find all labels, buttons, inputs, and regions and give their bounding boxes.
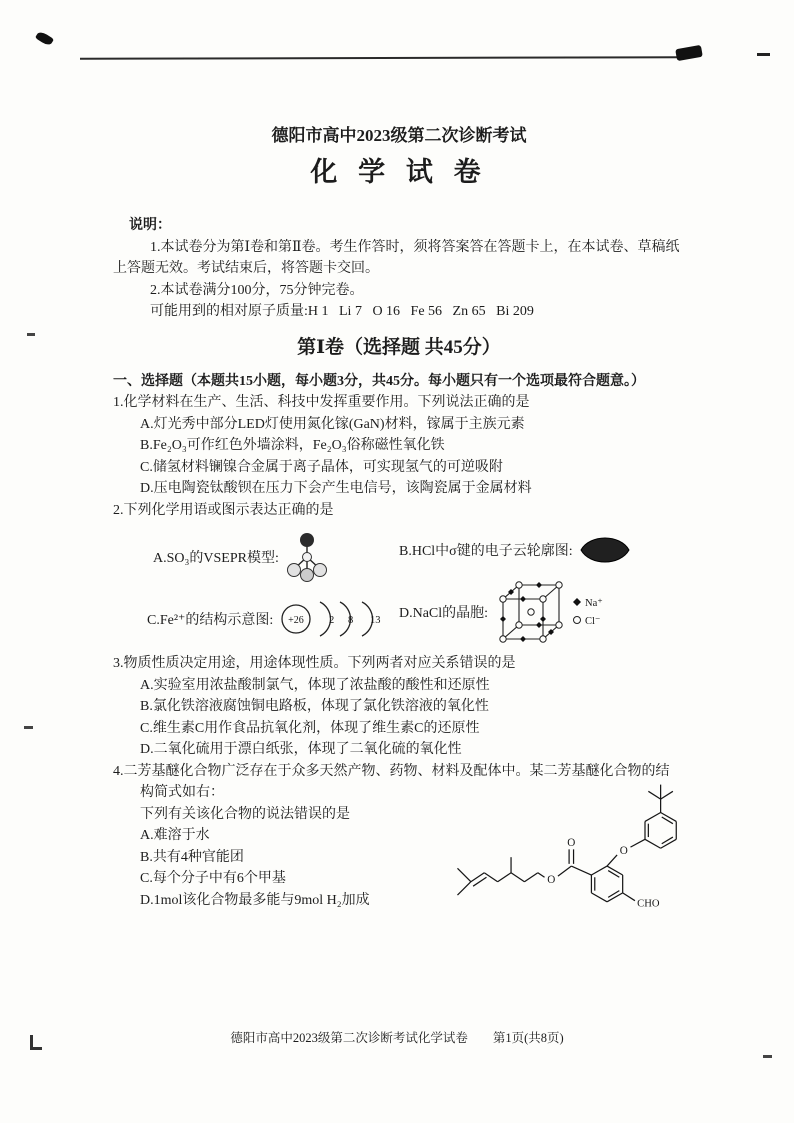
q4-sub-stem: 下列有关该化合物的说法错误的是 <box>140 806 350 822</box>
q4-option-a: A.难溶于水 <box>140 828 210 843</box>
exam-title: 德阳市高中2023级第二次诊断考试 <box>271 126 527 145</box>
page-footer: 德阳市高中2023级第二次诊断考试化学试卷 第1页(共8页) <box>230 1031 564 1045</box>
ether-oxygen-label: O <box>619 844 628 857</box>
hcl-sigma-cloud-image <box>578 537 632 563</box>
q3-stem: 3.物质性质决定用途，用途体现性质。下列两者对应关系错误的是 <box>113 656 516 671</box>
q2-option-d-label: D.NaCl的晶胞: <box>399 606 489 621</box>
bohr-nucleus-label: +26 <box>288 615 305 626</box>
q2-option-a-label: A.SO₃的VSEPR模型: <box>153 551 279 566</box>
scan-artifact <box>27 333 35 336</box>
aldehyde-label: CHO <box>637 897 660 909</box>
scan-artifact <box>80 56 680 60</box>
nacl-legend-cl: Cl⁻ <box>585 616 601 627</box>
q3-option-a: A.实验室用浓盐酸制氯气，体现了浓盐酸的酸性和还原性 <box>140 677 490 693</box>
q2-option-b-label: B.HCl中σ键的电子云轮廓图: <box>399 544 573 559</box>
q4-option-b: B.共有4种官能团 <box>140 849 244 865</box>
scan-artifact <box>675 45 703 61</box>
q1-option-b: B.Fe₂O₃可作红色外墙涂料，Fe₂O₃俗称磁性氧化铁 <box>140 438 445 453</box>
question-2 <box>113 500 685 654</box>
nacl-legend-na: Na⁺ <box>585 598 603 609</box>
compound-structure-image <box>453 779 693 913</box>
paper-content <box>113 124 685 911</box>
bohr-shell1-label: 2 <box>329 615 335 626</box>
so3-vsepr-model-image <box>284 531 330 583</box>
q4-stem-line2: 构简式如右： <box>140 785 224 800</box>
nacl-unit-cell-image <box>493 579 623 645</box>
q2-option-d <box>399 579 623 645</box>
ester-oxygen-label: O <box>547 873 556 886</box>
q2-stem: 2.下列化学用语或图示表达正确的是 <box>113 502 334 518</box>
q1-option-d: D.压电陶瓷钛酸钡在压力下会产生电信号，该陶瓷属于金属材料 <box>140 481 532 496</box>
scan-artifact <box>30 1047 42 1050</box>
q3-option-d: D.二氧化硫用于漂白纸张，体现了二氧化硫的氧化性 <box>140 742 462 757</box>
fe2-ion-structure-image <box>278 593 396 645</box>
scan-artifact <box>763 1055 772 1058</box>
q3-option-b: B.氯化铁溶液腐蚀铜电路板，体现了氯化铁溶液的氧化性 <box>140 699 489 714</box>
note2: 2.本试卷满分100分，75分钟完卷。 <box>150 282 364 298</box>
q2-option-c <box>147 593 396 645</box>
scan-artifact <box>757 53 770 56</box>
q4-stem-line1: 4.二芳基醚化合物广泛存在于众多天然产物、药物、材料及配体中。某二芳基醚化合物的结 <box>113 763 670 779</box>
note1-line1: 1.本试卷分为第Ⅰ卷和第Ⅱ卷。考生作答时，须将答案答在答题卡上，在本试卷、草稿纸 <box>150 239 680 255</box>
bohr-shell3-label: 13 <box>370 615 381 626</box>
scan-artifact <box>35 30 54 47</box>
q1-option-a: A.灯光秀中部分LED灯使用氮化镓(GaN)材料，镓属于主族元素 <box>140 416 525 432</box>
q1-stem: 1.化学材料在生产、生活、科技中发挥重要作用。下列说法正确的是 <box>113 395 530 410</box>
q4-option-c: C.每个分子中有6个甲基 <box>140 871 286 886</box>
question-4 <box>113 761 685 912</box>
notes-label: 说明： <box>129 218 171 233</box>
section1-title: 第Ⅰ卷（选择题 共45分） <box>297 336 501 358</box>
q2-option-b <box>399 537 632 563</box>
bohr-shell2-label: 8 <box>348 615 354 626</box>
scan-artifact <box>24 726 33 729</box>
question-3 <box>113 653 685 761</box>
q4-option-d: D.1mol该化合物最多能与9mol H₂加成 <box>140 892 370 908</box>
paper-title: 化 学 试 卷 <box>310 157 488 187</box>
section1-intro: 一、选择题（本题共15小题，每小题3分，共45分。每小题只有一个选项最符合题意。） <box>113 373 645 389</box>
q3-option-c: C.维生素C用作食品抗氧化剂，体现了维生素C的还原性 <box>140 720 480 736</box>
carbonyl-oxygen-label: O <box>567 836 576 849</box>
q1-option-c: C.储氢材料镧镍合金属于离子晶体，可实现氢气的可逆吸附 <box>140 459 503 475</box>
question-1 <box>113 392 685 500</box>
atomic-masses: 可能用到的相对原子质量:H 1 Li 7 O 16 Fe 56 Zn 65 Bi 209 <box>150 304 534 319</box>
note1-line2: 上答题无效。考试结束后，将答题卡交回。 <box>113 261 379 276</box>
q2-diagram-grid <box>113 521 685 653</box>
q2-option-a <box>153 531 330 583</box>
q2-option-c-label: C.Fe²⁺的结构示意图: <box>147 613 274 628</box>
